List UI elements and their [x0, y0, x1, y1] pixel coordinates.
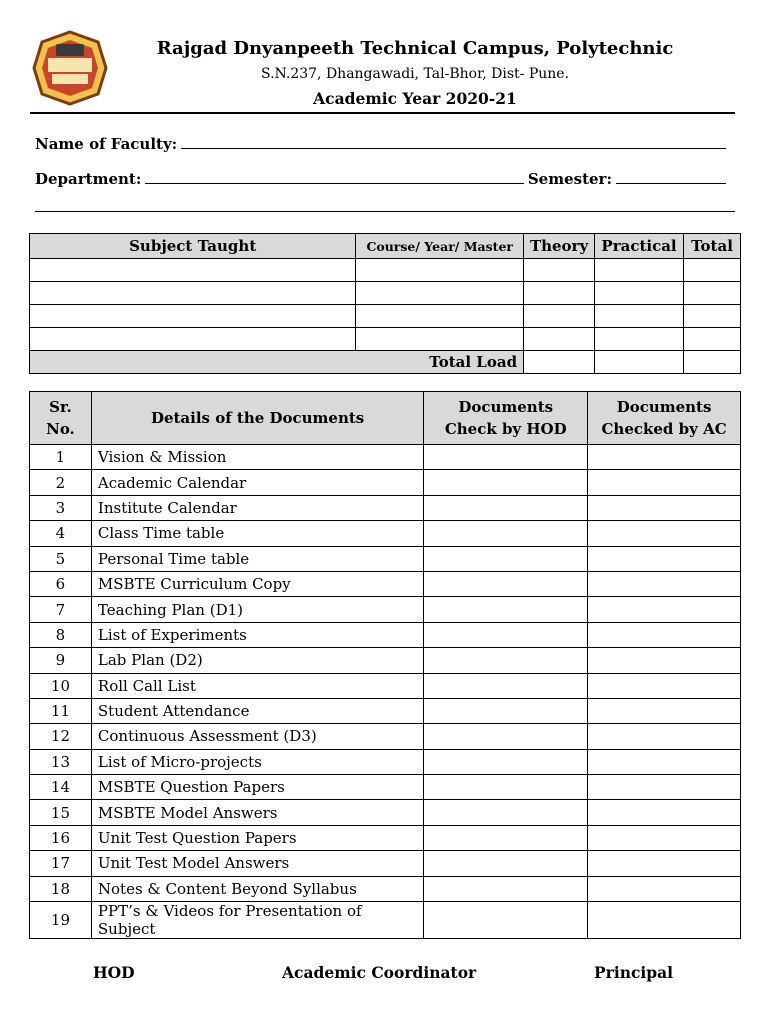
- table-row: [30, 597, 741, 622]
- col-practical: Practical: [595, 234, 684, 259]
- ac-check-cell[interactable]: [588, 851, 741, 876]
- document-detail: MSBTE Curriculum Copy: [91, 571, 423, 596]
- document-detail: Vision & Mission: [91, 445, 423, 470]
- ac-check-cell[interactable]: [588, 876, 741, 901]
- ac-check-cell[interactable]: [588, 495, 741, 520]
- hod-check-cell[interactable]: [424, 521, 588, 546]
- table-row: [30, 673, 741, 698]
- table-row: [30, 546, 741, 571]
- hod-check-cell[interactable]: [424, 622, 588, 647]
- document-detail: Notes & Content Beyond Syllabus: [91, 876, 423, 901]
- hod-check-cell[interactable]: [424, 876, 588, 901]
- semester-label: Semester:: [527, 170, 612, 188]
- signature-academic-coordinator: Academic Coordinator: [282, 963, 477, 982]
- sr-no: 4: [30, 521, 92, 546]
- ac-check-cell[interactable]: [588, 470, 741, 495]
- hod-check-cell[interactable]: [424, 851, 588, 876]
- document-detail: Roll Call List: [91, 673, 423, 698]
- table-row: [30, 800, 741, 825]
- hod-check-cell[interactable]: [424, 775, 588, 800]
- total-load-row: [30, 351, 741, 374]
- sr-no: 6: [30, 571, 92, 596]
- institute-address: S.N.237, Dhangawadi, Tal-Bhor, Dist- Pune.: [260, 66, 570, 82]
- table-row: [30, 698, 741, 723]
- ac-check-cell[interactable]: [588, 673, 741, 698]
- table-row: [30, 305, 741, 328]
- hod-check-cell[interactable]: [424, 902, 588, 939]
- sr-no: 11: [30, 698, 92, 723]
- ac-check-cell[interactable]: [588, 724, 741, 749]
- document-detail: Unit Test Model Answers: [91, 851, 423, 876]
- document-detail: List of Micro-projects: [91, 749, 423, 774]
- faculty-field: [35, 135, 730, 153]
- hod-check-cell[interactable]: [424, 800, 588, 825]
- signature-principal: Principal: [594, 963, 674, 982]
- sr-no: 19: [30, 902, 92, 939]
- ac-check-cell[interactable]: [588, 445, 741, 470]
- hod-check-cell[interactable]: [424, 571, 588, 596]
- table-row: [30, 775, 741, 800]
- subject-load-table: [29, 233, 741, 374]
- academic-year: Academic Year 2020-21: [313, 89, 517, 108]
- table-row: [30, 571, 741, 596]
- faculty-label: Name of Faculty:: [35, 135, 178, 153]
- department-input-line[interactable]: [145, 182, 523, 184]
- col-check-by-hod: Documents Check by HOD: [424, 392, 588, 445]
- table-row: [30, 470, 741, 495]
- sr-no: 15: [30, 800, 92, 825]
- sr-no: 12: [30, 724, 92, 749]
- ac-check-cell[interactable]: [588, 698, 741, 723]
- total-load-label: Total Load: [30, 351, 524, 374]
- institute-logo: [30, 28, 110, 108]
- ac-check-cell[interactable]: [588, 749, 741, 774]
- document-detail: Teaching Plan (D1): [91, 597, 423, 622]
- sr-no: 9: [30, 648, 92, 673]
- ac-check-cell[interactable]: [588, 775, 741, 800]
- department-label: Department:: [35, 170, 142, 188]
- hod-check-cell[interactable]: [424, 445, 588, 470]
- table-row: [30, 521, 741, 546]
- document-detail: Lab Plan (D2): [91, 648, 423, 673]
- col-details: Details of the Documents: [91, 392, 423, 445]
- table-row: [30, 328, 741, 351]
- department-field: [35, 170, 730, 188]
- sr-no: 8: [30, 622, 92, 647]
- col-sr-no: Sr. No.: [30, 392, 92, 445]
- ac-check-cell[interactable]: [588, 902, 741, 939]
- table-row: [30, 724, 741, 749]
- sr-no: 10: [30, 673, 92, 698]
- document-detail: PPT’s & Videos for Presentation of Subject: [91, 902, 423, 939]
- ac-check-cell[interactable]: [588, 597, 741, 622]
- document-detail: Class Time table: [91, 521, 423, 546]
- table-row: [30, 648, 741, 673]
- col-subject-taught: Subject Taught: [30, 234, 356, 259]
- sr-no: 7: [30, 597, 92, 622]
- document-detail: MSBTE Question Papers: [91, 775, 423, 800]
- document-detail: Academic Calendar: [91, 470, 423, 495]
- table-row: [30, 851, 741, 876]
- sr-no: 2: [30, 470, 92, 495]
- table-row: [30, 749, 741, 774]
- hod-check-cell[interactable]: [424, 597, 588, 622]
- hod-check-cell[interactable]: [424, 495, 588, 520]
- institute-title: Rajgad Dnyanpeeth Technical Campus, Polytechnic: [156, 38, 674, 59]
- ac-check-cell[interactable]: [588, 571, 741, 596]
- document-detail: Continuous Assessment (D3): [91, 724, 423, 749]
- sr-no: 3: [30, 495, 92, 520]
- ac-check-cell[interactable]: [588, 825, 741, 850]
- sr-no: 1: [30, 445, 92, 470]
- document-detail: Institute Calendar: [91, 495, 423, 520]
- document-detail: MSBTE Model Answers: [91, 800, 423, 825]
- hod-check-cell[interactable]: [424, 749, 588, 774]
- table-row: [30, 825, 741, 850]
- sr-no: 13: [30, 749, 92, 774]
- faculty-input-line[interactable]: [181, 147, 726, 149]
- sr-no: 14: [30, 775, 92, 800]
- signature-hod: HOD: [93, 963, 135, 982]
- hod-check-cell[interactable]: [424, 546, 588, 571]
- table-row: [30, 495, 741, 520]
- sr-no: 18: [30, 876, 92, 901]
- table-row: [30, 622, 741, 647]
- col-course-year-master: Course/ Year/ Master: [356, 234, 524, 259]
- sr-no: 16: [30, 825, 92, 850]
- col-checked-by-ac: Documents Checked by AC: [588, 392, 741, 445]
- col-total: Total: [684, 234, 741, 259]
- semester-input-line[interactable]: [616, 182, 726, 184]
- header-divider: [30, 112, 735, 114]
- table-row: [30, 876, 741, 901]
- table-row: [30, 282, 741, 305]
- ac-check-cell[interactable]: [588, 622, 741, 647]
- ac-check-cell[interactable]: [588, 521, 741, 546]
- document-detail: List of Experiments: [91, 622, 423, 647]
- sr-no: 5: [30, 546, 92, 571]
- table-row: [30, 902, 741, 939]
- table-row: [30, 259, 741, 282]
- hod-check-cell[interactable]: [424, 673, 588, 698]
- blank-line: [35, 211, 735, 212]
- sr-no: 17: [30, 851, 92, 876]
- document-detail: Student Attendance: [91, 698, 423, 723]
- ac-check-cell[interactable]: [588, 546, 741, 571]
- document-detail: Unit Test Question Papers: [91, 825, 423, 850]
- col-theory: Theory: [524, 234, 595, 259]
- hod-check-cell[interactable]: [424, 698, 588, 723]
- ac-check-cell[interactable]: [588, 800, 741, 825]
- documents-table: [29, 391, 741, 939]
- hod-check-cell[interactable]: [424, 648, 588, 673]
- hod-check-cell[interactable]: [424, 470, 588, 495]
- document-detail: Personal Time table: [91, 546, 423, 571]
- hod-check-cell[interactable]: [424, 825, 588, 850]
- ac-check-cell[interactable]: [588, 648, 741, 673]
- table-row: [30, 445, 741, 470]
- hod-check-cell[interactable]: [424, 724, 588, 749]
